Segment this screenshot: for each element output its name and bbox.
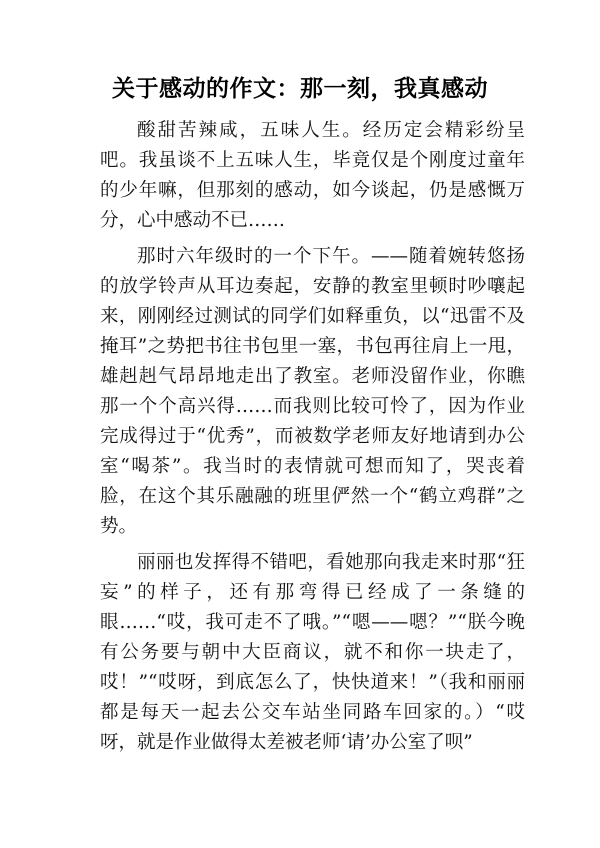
document-body <box>100 116 525 764</box>
paragraph-2: 那时六年级时的一个下午。——随着婉转悠扬的放学铃声从耳边奏起，安静的教室里顿时吵嚷起来，刚刚经过测试的同学们如释重负，以“迅雷不及掩耳”之势把书往书包里一塞，书包再往肩上一甩，雄赳赳气昂昂地走出了教室。老师没留作业，你瞧那一个个高兴得……而我则比较可怜了，因为作业完成得过于“优秀”，而被数学老师友好地请到办公室“喝茶”。我当时的表情就可想而知了，哭丧着脸，在这个其乐融融的班里俨然一个“鹤立鸡群”之势。 <box>100 246 525 537</box>
paragraph-1: 酸甜苦辣咸，五味人生。经历定会精彩纷呈吧。我虽谈不上五味人生，毕竟仅是个刚度过童年的少年嘛，但那刻的感动，如今谈起，仍是感慨万分，心中感动不已…… <box>100 120 525 231</box>
document-title: 关于感动的作文：那一刻，我真感动 <box>112 76 488 102</box>
paragraph-3: 丽丽也发挥得不错吧，看她那向我走来时那“狂妄”的样子，还有那弯得已经成了一条缝的眼……“哎，我可走不了哦。”“嗯——嗯？”“朕今晚有公务要与朝中大臣商议，就不和你一块走了，哎！”“哎呀，到底怎么了，快快道来！”（我和丽丽都是每天一起去公交车站坐同路车回家的。）“哎呀，就是作业做得太差被老师‘请’办公室了呗” <box>100 552 525 753</box>
